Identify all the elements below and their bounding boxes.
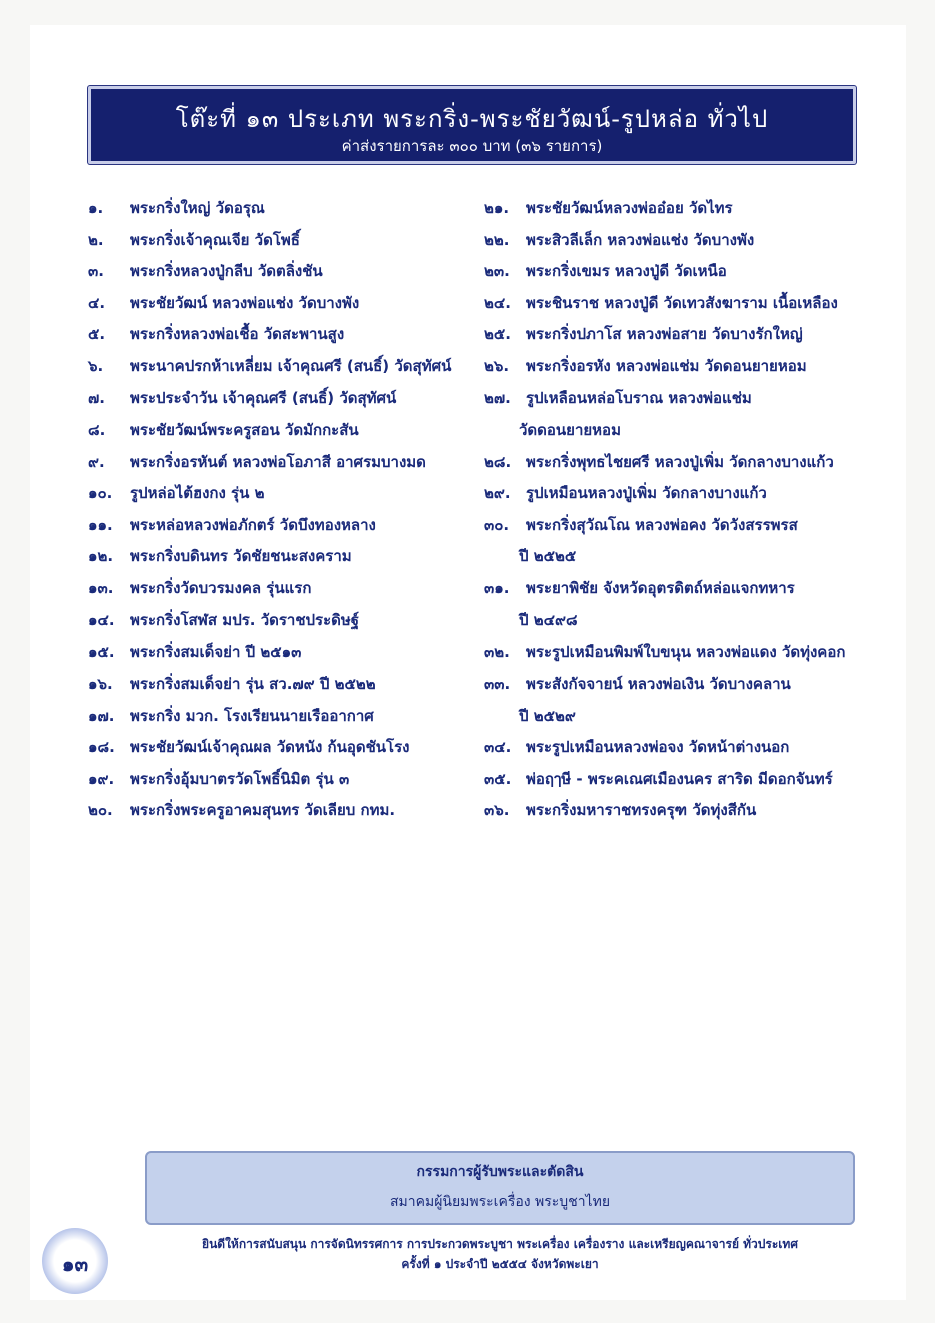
list-item: [88, 230, 300, 250]
item-number: ๒๐.: [88, 801, 113, 819]
item-number: ๑๓.: [88, 579, 114, 597]
item-number: ๑๐.: [88, 484, 113, 502]
item-text: พระกริ่งบดินทร วัดชัยชนะสงคราม: [130, 547, 352, 565]
list-item: [484, 642, 845, 662]
item-number: ๑๙.: [88, 770, 115, 788]
list-item: [484, 800, 756, 820]
item-number: ๓๖.: [484, 801, 510, 819]
item-number: ๑๗.: [88, 707, 115, 725]
page-subtitle: ค่าส่งรายการละ ๓๐๐ บาท (๓๖ รายการ): [341, 137, 603, 155]
list-item: [88, 515, 376, 535]
item-text: พระกริ่งหลวงพ่อเชื้อ วัดสะพานสูง: [130, 325, 345, 343]
item-text: พระชัยวัฒน์ หลวงพ่อแช่ง วัดบางพัง: [130, 294, 360, 312]
list-item-continuation: ปี ๒๕๒๙: [519, 707, 576, 725]
list-item: [88, 420, 359, 440]
association-name: สมาคมผู้นิยมพระเครื่อง พระบูชาไทย: [389, 1194, 611, 1210]
list-item: [484, 356, 807, 376]
item-number: ๒๔.: [484, 294, 511, 312]
item-text: พระชัยวัฒน์เจ้าคุณผล วัดหนัง ก้นอุดชันโรง: [130, 738, 410, 756]
list-item: [484, 452, 834, 472]
item-text: พระนาคปรกห้าเหลี่ยม เจ้าคุณศรี (สนธิ์) วัดสุทัศน์: [130, 357, 452, 375]
item-number: ๓.: [88, 262, 104, 280]
item-text: พระชัยวัฒน์หลวงพ่ออ๋อย วัดไทร: [526, 199, 733, 217]
list-item: [484, 737, 789, 757]
item-text: พระกริ่งปภาโส หลวงพ่อสาย วัดบางรักใหญ่: [526, 325, 803, 343]
item-text: พระชินราช หลวงปู่ดี วัดเทวสังฆาราม เนื้อเหลือง: [526, 294, 838, 312]
item-number: ๗.: [88, 389, 105, 407]
list-item: [88, 642, 301, 662]
item-number: ๓๒.: [484, 643, 510, 661]
item-number: ๑๔.: [88, 611, 115, 629]
list-item: [88, 674, 376, 694]
item-text: พระสังกัจจายน์ หลวงพ่อเงิน วัดบางคลาน: [526, 675, 791, 693]
list-item: [484, 578, 795, 598]
item-text: พระกริ่งอรหัง หลวงพ่อแช่ม วัดดอนยายหอม: [526, 357, 807, 375]
item-text: พระหล่อหลวงพ่อภักตร์ วัดบึงทองหลาง: [130, 516, 376, 534]
item-text: พระยาพิชัย จังหวัดอุตรดิตถ์หล่อแจกทหาร: [526, 579, 795, 597]
item-number: ๒๙.: [484, 484, 511, 502]
page-header-banner: [88, 86, 856, 164]
item-text: พระกริ่งพุทธไชยศรี หลวงปู่เพิ่ม วัดกลางบางแก้ว: [526, 453, 834, 471]
page-number-badge: [42, 1228, 108, 1294]
list-item: [88, 800, 395, 820]
item-number: ๑๖.: [88, 675, 113, 693]
list-item: [88, 198, 265, 218]
item-text: พ่อฤๅษี - พระคเณศเมืองนคร สาริด มีดอกจันทร์: [526, 770, 833, 788]
list-item: [88, 293, 359, 313]
item-number: ๒๖.: [484, 357, 510, 375]
list-item: [484, 483, 767, 503]
item-text: พระกริ่งสุวัณโณ หลวงพ่อคง วัดวังสรรพรส: [526, 516, 798, 534]
list-item: [88, 737, 410, 757]
item-number: ๓๑.: [484, 579, 510, 597]
list-item: [88, 578, 311, 598]
item-text: พระรูปเหมือนพิมพ์ใบขนุน หลวงพ่อแดง วัดทุ่งคอก: [526, 643, 846, 661]
page-title: โต๊ะที่ ๑๓ ประเภท พระกริ่ง-พระชัยวัฒน์-รูปหล่อ ทั่วไป: [175, 105, 769, 133]
committee-box: [145, 1151, 855, 1225]
item-text: พระกริ่งสมเด็จย่า ปี ๒๕๑๓: [130, 643, 302, 661]
list-item-continuation: วัดดอนยายหอม: [519, 421, 621, 439]
item-number: ๑๕.: [88, 643, 115, 661]
item-text: พระชัยวัฒน์พระครูสอน วัดมักกะสัน: [130, 421, 359, 439]
item-number: ๒๕.: [484, 325, 511, 343]
item-number: ๕.: [88, 325, 106, 343]
item-number: ๒๘.: [484, 453, 512, 471]
item-text: พระกริ่งใหญ่ วัดอรุณ: [130, 199, 265, 217]
list-item: [484, 769, 833, 789]
item-number: ๑.: [88, 199, 104, 217]
list-item-continuation: ปี ๒๔๙๘: [519, 611, 578, 629]
list-item: [88, 356, 451, 376]
item-number: ๑๑.: [88, 516, 113, 534]
item-number: ๓๔.: [484, 738, 512, 756]
item-text: พระกริ่งสมเด็จย่า รุ่น สว.๗๙ ปี ๒๕๒๒: [130, 675, 376, 693]
item-text: รูปเหมือนหลวงปู่เพิ่ม วัดกลางบางแก้ว: [526, 484, 767, 502]
item-number: ๒๑.: [484, 199, 510, 217]
item-number: ๖.: [88, 357, 104, 375]
item-text: พระกริ่งอรหันต์ หลวงพ่อโอภาสี อาศรมบางมด: [130, 453, 426, 471]
list-item: [484, 230, 754, 250]
list-item: [88, 706, 374, 726]
list-item: [88, 483, 264, 503]
item-text: พระกริ่งเขมร หลวงปู่ดี วัดเหนือ: [526, 262, 727, 280]
list-item: [484, 515, 798, 535]
committee-title: กรรมการผู้รับพระและตัดสิน: [416, 1164, 584, 1180]
item-number: ๒.: [88, 231, 104, 249]
list-item: [88, 610, 359, 630]
item-number: ๑๘.: [88, 738, 115, 756]
support-note: ยินดีให้การสนับสนุน การจัดนิทรรศการ การประกวดพระบูชา พระเครื่อง เครื่องราง และเหรียญคณาจารย์ ทั่วประเทศ: [202, 1237, 798, 1251]
list-item: [484, 674, 791, 694]
item-text: พระกริ่งหลวงปู่กลีบ วัดตลิ่งชัน: [130, 262, 323, 280]
item-number: ๔.: [88, 294, 106, 312]
list-item-continuation: ปี ๒๕๒๕: [519, 547, 577, 565]
list-item: [484, 293, 838, 313]
list-item: [88, 546, 352, 566]
item-text: พระประจำวัน เจ้าคุณศรี (สนธิ์) วัดสุทัศน์: [130, 389, 397, 407]
item-text: พระสิวลีเล็ก หลวงพ่อแช่ง วัดบางพัง: [526, 231, 755, 249]
item-text: พระรูปเหมือนหลวงพ่อจง วัดหน้าต่างนอก: [526, 738, 790, 756]
list-item: [88, 769, 349, 789]
item-text: พระกริ่งโสฬส มปร. วัดราชประดิษฐ์: [130, 611, 360, 629]
list-item: [88, 324, 344, 344]
item-number: ๓๐.: [484, 516, 510, 534]
item-number: ๙.: [88, 453, 105, 471]
item-number: ๓๕.: [484, 770, 512, 788]
item-text: พระกริ่งเจ้าคุณเจีย วัดโพธิ์: [130, 231, 300, 249]
item-number: ๒๓.: [484, 262, 510, 280]
list-item: [484, 324, 803, 344]
item-text: พระกริ่งพระครูอาคมสุนทร วัดเลียบ กทม.: [130, 801, 396, 819]
item-number: ๑๒.: [88, 547, 114, 565]
list-item: [88, 261, 323, 281]
event-note: ครั้งที่ ๑ ประจำปี ๒๕๕๔ จังหวัดพะเยา: [401, 1257, 599, 1271]
list-item: [484, 388, 752, 408]
item-text: รูปเหลือนหล่อโบราณ หลวงพ่อแช่ม: [526, 389, 752, 407]
item-text: พระกริ่งวัดบวรมงคล รุ่นแรก: [130, 579, 312, 597]
list-item: [88, 452, 426, 472]
item-text: พระกริ่งอุ้มบาตรวัดโพธิ์นิมิต รุ่น ๓: [130, 770, 350, 788]
item-text: พระกริ่งมหาราชทรงครุฑ วัดทุ่งสีกัน: [526, 801, 757, 819]
item-number: ๘.: [88, 421, 106, 439]
item-number: ๒๗.: [484, 389, 511, 407]
item-number: ๒๒.: [484, 231, 510, 249]
page-number: ๑๓: [61, 1252, 89, 1276]
list-item: [484, 261, 727, 281]
list-item: [88, 388, 396, 408]
item-text: พระกริ่ง มวก. โรงเรียนนายเรืออากาศ: [130, 707, 374, 725]
list-item: [484, 198, 733, 218]
item-text: รูปหล่อไต้ฮงกง รุ่น ๒: [130, 484, 265, 502]
item-number: ๓๓.: [484, 675, 511, 693]
